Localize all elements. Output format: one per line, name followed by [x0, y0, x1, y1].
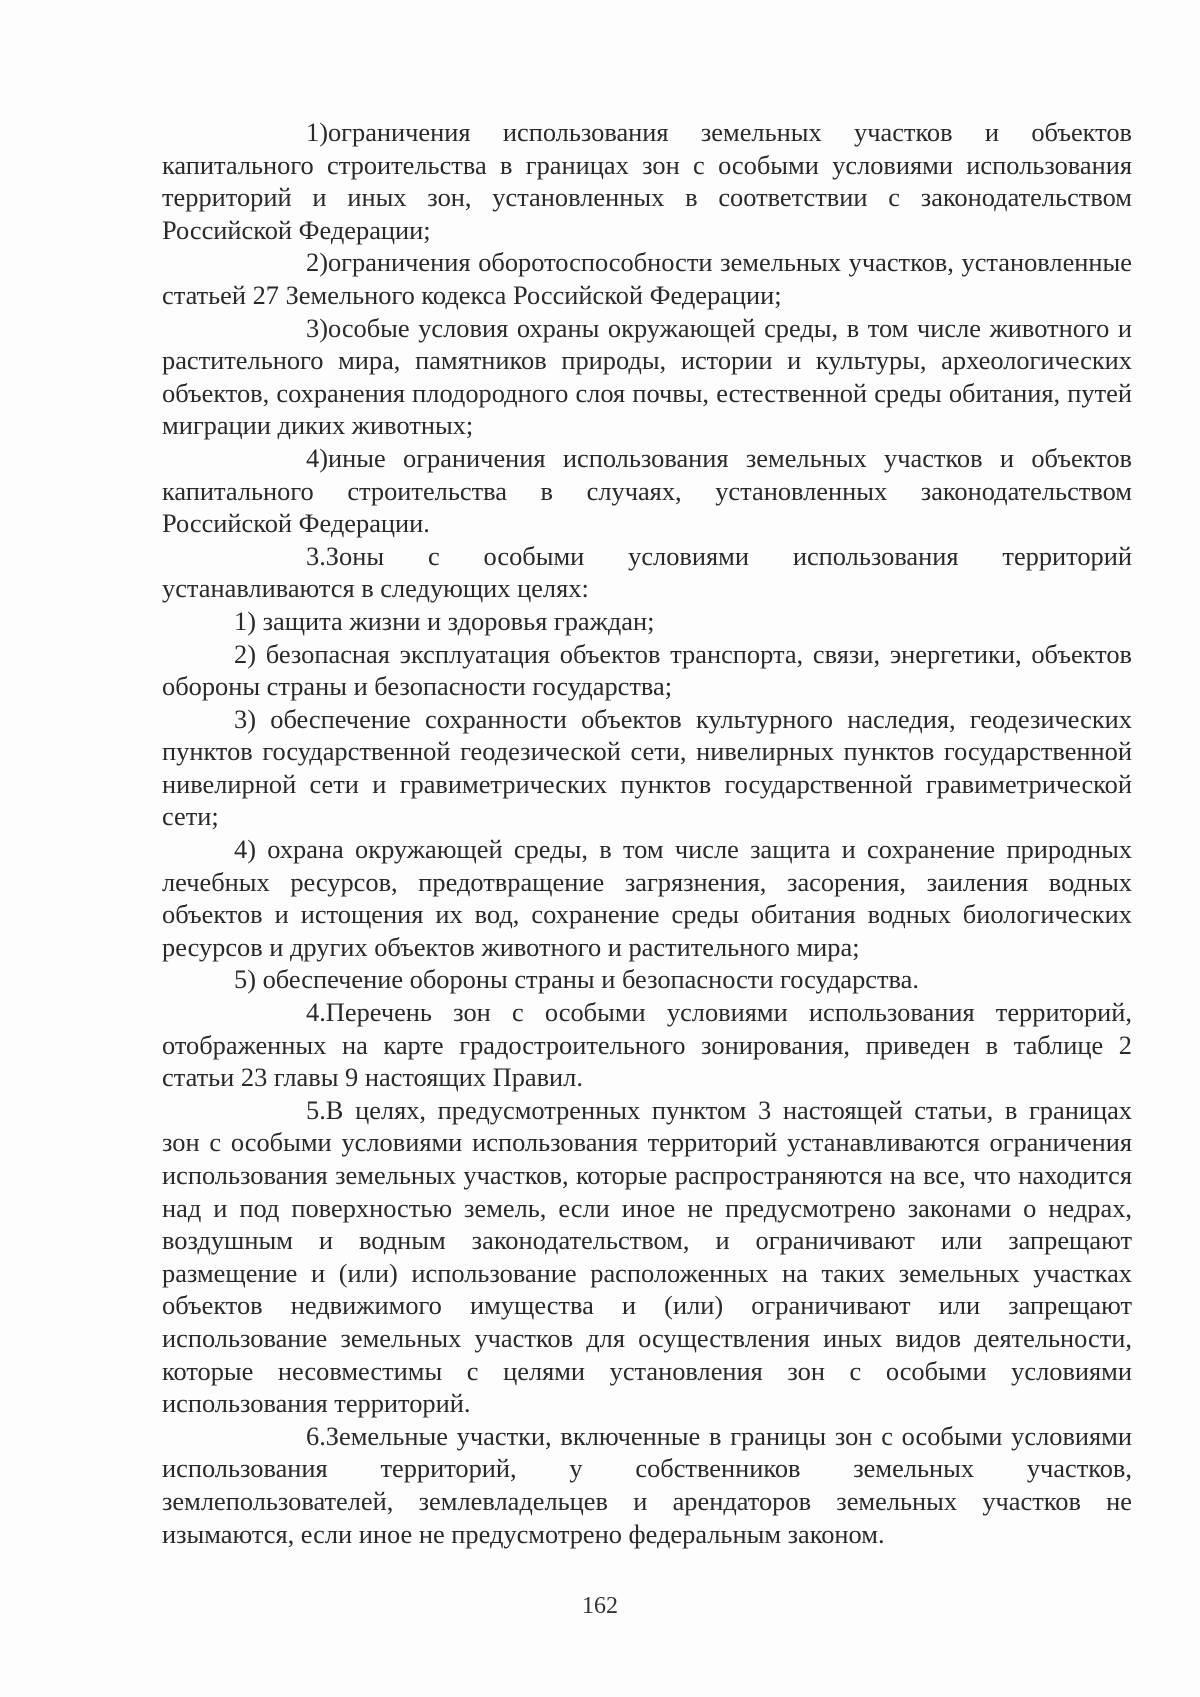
section-paragraph	[162, 1420, 1132, 1550]
item-number: 3)	[306, 312, 328, 343]
list-item	[162, 638, 1132, 703]
paragraph-text: ограничения оборотоспособности земельных участков, установленные статьей 27 Земельного кодекса Российской Федерации;	[162, 247, 1132, 310]
item-number: 3.	[306, 540, 326, 571]
document-body	[162, 116, 1132, 1550]
item-number: 6.	[306, 1420, 326, 1451]
paragraph-text: 1) защита жизни и здоровья граждан;	[234, 605, 655, 636]
paragraph-text: 3) обеспечение сохранности объектов культурного наследия, геодезических пунктов государственной геодезической сети, нивелирных пунктов государственной нивелирной сети и гравиметрических пунктов государственной гравиметрической сети;	[162, 703, 1132, 832]
section-paragraph	[162, 996, 1132, 1094]
paragraph-text: 4) охрана окружающей среды, в том числе защита и сохранение природных лечебных ресурсов, предотвращение загрязнения, засорения, заиления водных объектов и истощения их вод, сохранение среды обитания водных биологических ресурсов и других объектов животного и растительного мира;	[162, 834, 1132, 962]
paragraph-text: В целях, предусмотренных пунктом 3 настоящей статьи, в границах зон с особыми условиями использования территорий устанавливаются ограничения использования земельных участков, которые распространяются на все, что находится над и под поверхностью земель, если иное не предусмотрено законами о недрах, воздушным и водным законодательством, и ограничивают или запрещают размещение и (или) использование расположенных на таких земельных участках объектов недвижимого имущества и (или) ограничивают или запрещают использование земельных участков для осуществления иных видов деятельности, которые несовместимы с целями установления зон с особыми условиями использования территорий.	[162, 1094, 1132, 1419]
paragraph-text: Перечень зон с особыми условиями использования территорий, отображенных на карте градостроительного зонирования, приведен в таблице 2 статьи 23 главы 9 настоящих Правил.	[162, 997, 1132, 1093]
paragraph-text: Земельные участки, включенные в границы зон с особыми условиями использования территорий, у собственников земельных участков, землепользователей, землевладельцев и арендаторов земельных участков не изымаются, если иное не предусмотрено федеральным законом.	[162, 1420, 1132, 1549]
paragraph-text: 5) обеспечение обороны страны и безопасности государства.	[234, 964, 919, 995]
item-number: 4)	[306, 442, 328, 473]
item-number: 5.	[306, 1094, 326, 1125]
list-item	[162, 312, 1132, 442]
paragraph-text: Зоны с особыми условиями использования территорий устанавливаются в следующих целях:	[162, 540, 1132, 604]
list-item	[162, 963, 1132, 996]
list-item	[162, 833, 1132, 963]
section-paragraph	[162, 1094, 1132, 1420]
paragraph-text: иные ограничения использования земельных участков и объектов капитального строительства в случаях, установленных законодательством Российской Федерации.	[162, 442, 1132, 539]
list-item	[162, 442, 1132, 540]
item-number: 2)	[306, 247, 328, 278]
list-item	[162, 116, 1132, 246]
paragraph-text: 2) безопасная эксплуатация объектов транспорта, связи, энергетики, объектов обороны страны и безопасности государства;	[162, 638, 1132, 702]
paragraph-text: особые условия охраны окружающей среды, в том числе животного и растительного мира, памятников природы, истории и культуры, археологических объектов, сохранения плодородного слоя почвы, естественной среды обитания, путей миграции диких животных;	[162, 312, 1132, 441]
paragraph-text: ограничения использования земельных участков и объектов капитального строительства в границах зон с особыми условиями использования территорий и иных зон, установленных в соответствии с законодательством Российской Федерации;	[162, 117, 1132, 245]
list-item	[162, 703, 1132, 833]
item-number: 1)	[306, 117, 328, 147]
page-number: 162	[582, 1593, 618, 1619]
list-item	[162, 246, 1132, 311]
section-paragraph	[162, 540, 1132, 605]
list-item	[162, 605, 1132, 638]
item-number: 4.	[306, 997, 326, 1028]
